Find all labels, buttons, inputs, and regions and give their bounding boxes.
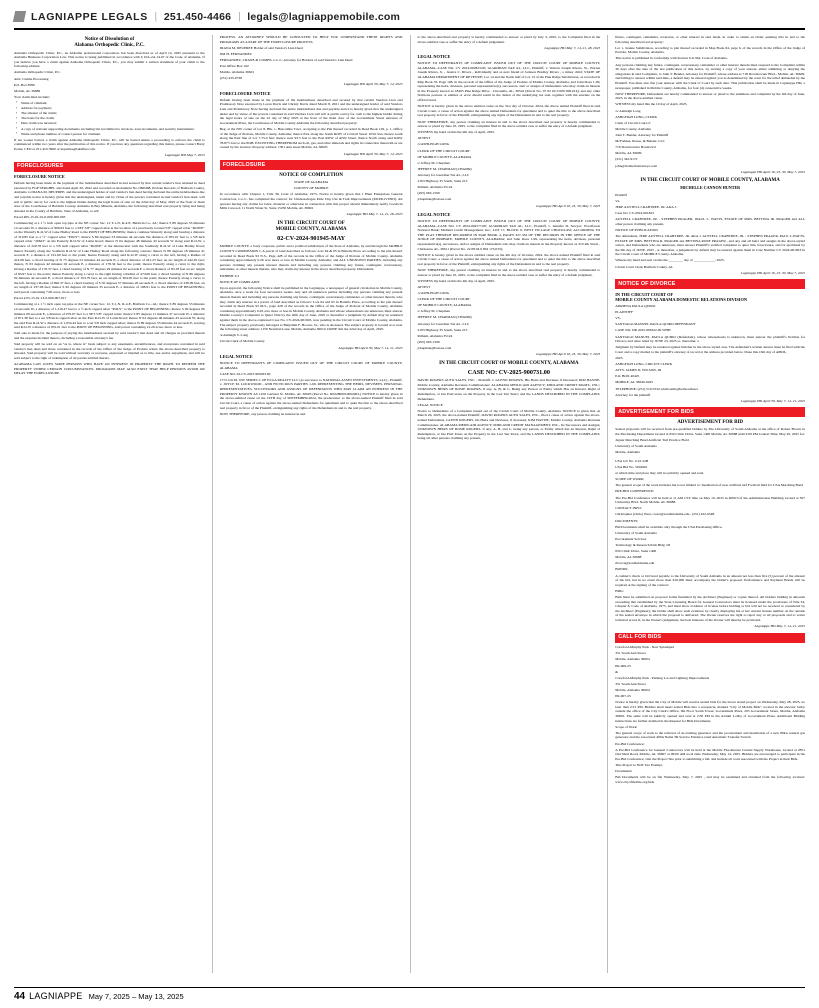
footer-date-range: May 7, 2025 – May 13, 2025 (88, 992, 184, 1001)
notice-bullet-list (14, 101, 205, 136)
notice-paragraph: A Pre-Bid Conference for General Contractors will be held at the Mobile Fire-Rescue Central Supply Warehouse, located at 2851 Old Shell Road, Mobile, AL 36607 at 09:00 AM local time Wednesday, May 14, 2025. Bidders are encouraged to participate in the Pre-Bid Conference, visit the Project Site prior to submitting a bid, and include all costs associated with the Project in their Bids. (615, 747, 805, 761)
notice-paragraph: MOBILE COUNTY, a body corporate, public and a political subdivision of the State of Alabama, by and through the MOBILE COUNTY COMMISSION v. A parcel of land described as follows: Lots 64 & 65 in Battelle Place according to the plat thereof recorded in Deed Book 93 N.S., Page 428 of the records in the Office of the Judge of Probate of Mobile County, Alabama containing approximately 0.26 acre more or less in Mobile County, Alabama; and ALL UNKNOWN PARTIES, including any persons claiming any present interest therein and including any persons claiming any future, contingent, reversionary, remainder, or other interest therein, who may claim any interest in the above described property. Defendants. (219, 244, 403, 272)
notice-title: IN THE CIRCUIT COURT OF MOBILE COUNTY, ALABAMA (439, 360, 579, 366)
notice-paragraph: CONTACT INFO: (615, 506, 642, 511)
notice-paragraph: Plaintiff (615, 192, 627, 197)
notice-paragraph: NOW THEREFORE, any person claiming an interest in and (219, 411, 306, 416)
notice-paragraph: NOTICE OF PUBLICATION (615, 227, 658, 232)
notice-paragraph: MOBILE, AL 36640-0425 (615, 380, 654, 385)
notice-paragraph: (205) 663-1599 (417, 191, 440, 196)
legal-notice (220, 173, 403, 217)
publication-dates: Lagniappe HD May 7, 14, 21, 28, 2025 (346, 212, 403, 217)
legal-notice (220, 35, 403, 87)
notice-title: ADVERTISEMENT FOR BID (677, 419, 744, 425)
legal-notice (220, 354, 403, 416)
notice-paragraph: ATTEST (417, 284, 431, 289)
notice-paragraph: OF MOBILE COUNTY, ALABAMA (417, 154, 472, 159)
case-number: 02-CV-2024-901945-MAY (277, 234, 346, 242)
legal-notice (418, 35, 601, 50)
notice-paragraph: JEFFREY M. CHAPMAN (CHA069) (417, 166, 472, 171)
notice-paragraph: Attorney for the plaintiff (615, 392, 651, 397)
notice-paragraph: rbrown@southalabama.edu (615, 561, 655, 566)
masthead-divider: | (154, 11, 157, 22)
publication-dates: Lagniappe HD April 30, May 7, 14, 21, 2025 (741, 398, 805, 403)
legal-notice (418, 212, 601, 357)
masthead-section: LAGNIAPPE LEGALS (31, 10, 148, 23)
notice-paragraph: Witness my hand and seal on this the ________ day of ____________, 2025. (615, 258, 725, 263)
notice-paragraph: DIANA M. DEUPREE Holder of said Vendor's Lien Deed (219, 45, 303, 50)
section-header-bar: ADVERTISEMENT FOR BIDS (615, 407, 805, 417)
notice-paragraph: Commencing at a 1 ½ inch open top pipe at the NE corner Sec. 12 T-1-N, R-4-E, Baldwin Co., AL; thence S 89 degrees 53 minutes 14 seconds W, a distance of 999.63 feet to a SET 5/8" capped rebar at the location of a previously located 5/8" capped rebar "ROWE" on the Westerly R-O-W of Lake Hadley Road to the POINT OF BEGINNING; thence continue Westerly along said bearing a distance of 319.85 feet to a ½" capped rebar "POLY"; thence S 89 degrees 53 minutes 44 seconds We distance of 955.01 feet to a 5/8 inch capped rebar "26623" on the Easterly R-O-W of Lattie Road; thence N 04 degrees 48 minutes 43 seconds W along said R-O-W, a distance of 220.78 feet to a 5/8 inch capped rebar "ROWE" at the intersection with the Southerly R-O-W of Lake Hadley Road; thence Easterly along the Southern R-O-W of Lake Hadley Road along the following courses: thence N 89 degrees 18 minutes 41 seconds E, a distance of 191.99 feet to the point; thence Easterly along said R-O-W along a curve to the left, having a Radius of 414.08 feet, a chord bearing of N 75 degrees 01 minutes 44 seconds E, a chord distance of 241.23 feet, an arc length of 242.81 feet; thence, N 63 degrees 42 minutes 02 seconds E, a distance of 178.34 feet to the point; thence Easterly along a curve to the right, having a Radius of 170.37 feet, a chord bearing of N 77 degrees 29 minutes 02 seconds E a chord distance of 83.18 feet an arc length of 83.97 feet to the point; thence Easterly along a curve to the right having a Radius of 474.06 feet, a chord bearing of N 86 degrees 02 minutes 42 seconds E, a chord distance of 353.79 feet, an arc length of 364.95 feet to the point; thence Easterly along a curve to the left, having a Radius of 690.37 feet, a chord bearing of S 50 degrees 57 minutes 29 seconds E, a chord distance of 236.09 feet, an arc length of 237.96 feet; thence S 62 degrees 29 minutes 35 seconds E, a distance of 108.91 feet to the POINT OF BEGINNING; said parcel containing 7.00 acres, more or less. (14, 220, 205, 295)
notice-paragraph: jchapman@bsavee.com (417, 197, 452, 202)
notice-paragraph: Alabama Orthopedic Clinic, P.C., an Alabama professional corporation, has been dissolved as of April 14, 2025 pursuant to the Alabama Business Corporation Law. This notice is being published in accordance with § 10A-2A-14.07 of the Code of Alabama. If you believe you have a claim against Alabama Orthopedic Clinic, P.C., you may submit a written statement of your claim to the following address: (14, 50, 205, 69)
notice-paragraph: The general scope of the work includes but is not limited to: Installation of new artificial turf Football field for USA Marching Band (615, 483, 803, 488)
notice-paragraph: Pelham, Alabama 35124 (417, 333, 453, 338)
notice-paragraph: ASHLEIGH LONG, CLERK (615, 114, 658, 119)
notice-paragraph: ASHLEIGH LONG, CIRCUIT CLERK (615, 362, 673, 367)
notice-paragraph: DAVID ROGERS AUTO SALES, INC. , Plaintiff, v. GLENN ROGERS, His Heirs and Devisees if Deceased; KIM HASTIE, Mobile County, Alabama Revenue Commissioner; ALABAMA MED-ICAID AGENCY; MIDLAND CREDIT MGMT., INC.; UNKNOWN HEIRS OF ROSIE ROGERS, if any, A, B, & C, Being any Person or Entity which Has an Interest, Right of Redemption, or has Paid taxes on the Property in the Last Ten Years; and the LANDS DESCRIBED IN THE COMPLAINT, Defendants. (417, 378, 601, 401)
publication-dates: Lagniappe HD May 7, 14, 21, 2025 (754, 624, 805, 629)
notice-heading: LEGAL NOTICE (219, 354, 253, 360)
column-container (14, 35, 805, 973)
notice-paragraph: Mobile, AL 36689 (14, 88, 41, 93)
notice-paragraph: NOW THEREFORE, Defendants are hereby commanded to answer or plead to the summons and complaint by the 6th day of June, 2025, in the above-entitled cause. (615, 91, 805, 101)
case-number: CASE NO: CV-2025-900731.00 (467, 368, 550, 376)
notice-paragraph: PROCESS. AN ATTORNEY SHOULD BE CONSULTED TO HELP YOU UNDERSTAND THESE RIGHTS AND PROGRAMS AS A PART OF THE FORECLOSURE PROCESS. (219, 35, 403, 44)
legal-notice (14, 174, 205, 376)
publication-dates: Lagniappe HD May 7, 2025 (164, 153, 205, 158)
footer-page-number: 44 (14, 991, 26, 1002)
notice-paragraph: JEFFREY M. CHAPMAN (CHA069) (417, 315, 472, 320)
notice-paragraph: DOCUMENTS: (615, 518, 639, 523)
notice-paragraph: (251) 342-9172 (615, 157, 638, 162)
lagniappe-mark-icon (13, 11, 26, 22)
masthead (14, 8, 805, 30)
notice-subtitle: MICHELLE CANNON HUNTER (680, 185, 741, 191)
notice-paragraph: FERNANDEZ, CRANE & COMBS, L.L.C. Attorney for Holders of said Vendor's Lien Deed (219, 57, 353, 62)
notice-paragraph: Attorney for Guardian Tax AL, LLC (417, 172, 470, 177)
notice-paragraph: JERE AUSTELL CRABTREE, JR. AKA J. (615, 204, 677, 209)
notice-paragraph: TELEPHONE: (251) 510-5532 sdwilsoniii@bellsouth.net (615, 386, 698, 391)
notice-paragraph: Mobile, Alabama (615, 450, 640, 455)
notice-paragraph: CLERK OF THE CIRCUIT COURT (417, 297, 470, 302)
notice-paragraph: University of South Alabama (615, 530, 657, 535)
notice-paragraph: & (615, 669, 619, 674)
notice-paragraph: EXHIBIT # 2 (219, 273, 240, 278)
notice-paragraph: SANTIAGO MANUEL PAULA QUIRO (Defendant), whose whereabouts is unknown, must answer the plaintiff's Petition for Divorce and other relief by JUNE 23, 2025 or, thereafter, a (615, 334, 805, 344)
notice-heading: LEGAL NOTICE (417, 212, 451, 218)
notice-paragraph: BONDS: (615, 567, 629, 572)
notice-paragraph: 650 Clinic Drive, Suite 1400 (615, 549, 657, 554)
notice-paragraph: University of South Alabama (615, 444, 657, 449)
notice-paragraph: P.O. Box 8589 (14, 82, 35, 87)
notice-paragraph: Crawford-Murphy Park - New Splashpad (615, 645, 674, 650)
notice-paragraph: Mobile, Alabama 36604 (615, 657, 650, 662)
legal-notice (615, 35, 805, 174)
notice-paragraph: Pre-Bid Conference: (615, 741, 645, 746)
notice-paragraph: john@brotherbuttorneys.com (615, 163, 658, 168)
notice-paragraph: Commencing at a 1 ½ inch open top pipe at the NE corner Sec. 12, T-1-N, R-4-E, Baldwin Co., AL; thence S 89 degrees 53 minutes 14 seconds W, a distance of 1,319.47 feet to a ½ inch capped rebar "POLY" to the POINT OF BEGINNING; thence S 00 degrees 06 minutes 09 seconds E, a distance of 979.97 feet to a SET 5/8" capped rebar; thence S 85 degrees 11 minutes 37 seconds W, a distance of 871.38 feet to a set 5/8 inch capped rebar on the East R-O-W of Lattie Road; thence N 04 degrees 48 minutes 43 seconds W, along the said East R-O-W a distance of 1,054.44 feet to a set 5/8 inch capped rebar; thence N 89 degrees 53 minutes 44 seconds E, leaving said R-O-W a distance of 955.01 feet to the POINT OF BEGINNING, said parcel containing 21.26 acres, more or less. (14, 302, 205, 330)
notice-paragraph: Beg. at the NW corner of Lot 8, Blk. 1, Buscombe Tract, accepting to the Plat thereof recorded in Deed Book 129, p. 1, Office of the Judge of Probate, Mobile County, Alabama; thence East along the South ROW of Cottrell Street 103.0 feet, thence south along the East line of Lot 7,75.0 feet; thence west 93.5 feet to the East ROW of ANN Street, thence North along said ROW 78.87½ feet to the POB. EXCEPTING THEREFROM such oil, gas, and other minerals and rights in connection therewith as are owned by the Grantor. Property address: 1301 Ann street Mobile, AL 36605 (219, 127, 403, 150)
notice-title: IN THE CIRCUIT COURT OF MOBILE COUNTY, ALABAMA (640, 178, 780, 184)
publication-dates: Lagniappe HD April 30, May 7, 14, 2025 (343, 151, 403, 156)
masthead-divider-2: | (238, 11, 241, 22)
notice-paragraph: Documents: (615, 769, 633, 774)
legal-notice (615, 459, 805, 629)
legals-column (410, 35, 608, 973)
masthead-phone: 251.450-4466 (163, 10, 232, 23)
notice-paragraph: Circuit Court Clerk Baldwin County, AL (615, 264, 674, 269)
legal-notice (220, 221, 403, 350)
notice-paragraph: Lot 1, Jeanne Subdivision, according to plat thereof recorded in Map Book 64, page 6, of the records in the Office of the Judge of Probate, Mobile County, Alabama. (615, 45, 805, 55)
notice-paragraph: McFadden, Rouse, & Bender, LLC (615, 139, 666, 144)
notice-paragraph: Mobile, AL 36609 (615, 151, 642, 156)
legal-notice (615, 645, 805, 784)
publication-dates: Lagniappe HD April 16, 23, 30, May 7, 2025 (536, 203, 601, 208)
legal-notice (418, 54, 601, 208)
legal-notice (418, 361, 601, 441)
notice-paragraph: Bid Documents shall be available only through the USA Purchasing Office, (615, 524, 723, 529)
notice-paragraph: NOW THEREFORE, any person claiming an interest in and to the above described real property is hereby commanded to answer or plead by June 10, 2025, to the complaint filed in the above entitled case or suffer the entry of a default judgment. (417, 268, 601, 277)
notice-paragraph: The defendants, JERE AUSTELL CRABTREE, JR. AKA J. AUSTELL CRABTREE, JR. , STEPHEN PRAGER, PAUL L.WATTS, ESTATE OF MRS. BETTINA R. PRAGER aka BETTINA ROSE PRAGER , and any and all heirs and assigns in the above-styled action, and Defendants who are unknown, must answer Plaintiff's verified complaint to quiet title, foreclosure, and for ejectment by the 9th day of JUNE, 2025 , or thereafter, a judgement by default may be entered against them in Case Number CV 2024-901823 in the Circuit Court of MOBILE County, Alabama. (615, 233, 805, 257)
legal-notice (14, 37, 205, 158)
list-item: • Name and phone number of contact person for claimant. (21, 132, 205, 137)
section-header-bar: CALL FOR BIDS (615, 633, 805, 643)
notice-paragraph: NOTICE TO DEFENDANTS OF COMPLAINT ISSUED OUT OF THE CIRCUIT COURT OF MOBILE COUNTY, ALABAMA--CASE NO. CV 2024-902577.00; GUARDIAN TAX AL, LLC, Plaintiff, v. Jennifer D. Sawyer; Woodforest National Bank; Midland Credit Management, Inc.; LOT 17, BLOCK 9, WEST VILLAGE CHOCKLAW, ACCORDING TO THE PLAT THEREOF RECORDED IN MAP BOOK 4, PAGES 327-334 OF THE RECORDS IN THE OFFICE OF THE JUDGE OF PROBATE, MOBILE COUNTY, ALABAMA; and John Does 1-99, representing the heirs, devisees, personal representative(s), successors, and/or assigns of Defendants who may claim an interest in the Property known as 319 4th Street , Chickasaw AL, 36611 (Parcel No. 22 08 04 0 004 173.033); (417, 219, 601, 251)
legals-column (607, 35, 805, 973)
notice-paragraph: Vs. (615, 198, 621, 203)
notice-paragraph: NOTICE is hereby given in the above entitled cause on the 31st day of October, 2024, the above named Plaintiff filed in said Circuit Court, a cause of action against the above named Defendants for quietment and to quiet the title to the above described real property in favor of the Plaintiff, extinguishing any rights of the Defendants in and to the real property. (417, 104, 601, 118)
notice-paragraph: Procurement Services (615, 536, 647, 541)
notice-paragraph: Mobile, AL 36688 (615, 555, 642, 560)
notice-paragraph: Default having been made in the payment of the indebtedness described and secured by that certain Vendors Lien and Promissory Note executed by Loren Davis and Christy Davis dated March 8, 2021 and the undersigned holder of said Vendors Lien and Promissory Note having declared the entire indebtedness due and payable notice is hereby given that the undersigned under and by virtue of the powers contained in said Vendors Lien will sell at public outcry for cash to the highest bidder during the legal hours of sale on the 22 day of May 2025 at the front of the main door of the Government Street entrance of Government Plaza, the Courthouse of Mobile County Alabama the following described property: (219, 97, 403, 125)
notice-paragraph: (251) 433-0738 (219, 76, 242, 81)
section-header-bar: FORECLOSURES (14, 162, 205, 172)
notice-paragraph: Notice to Defendants of a Complaint issued out of the Circuit Court of Mobile County, Alabama. NOTICE is given that on March 26, 2025, the above-named Plaintiff, DAVID ROGERS AUTO SALES, INC., filed a cause of action against the above-named Defendants, GLENN ROGERS, his Heirs and Devisees, if deceased, KIM HASTIE, Mobile County, Alabama Revenue Commissioner, ALABAMA MEDICAID AGENCY; MIDLAND CREDIT MANAGEMENT, INC., Its Successors and Assigns; UNKNOWN HEIRS OF ROSIE ROGERS, if any; A, B, and C, being any person, or Entity which has an Interest, Right of Redemption, or has Paid Taxes on the Property in the Last Ten Years; and the LANDS DESCRIBED IN THE COMPLAINT, being all other persons claiming any present, (417, 408, 601, 441)
legal-notice (615, 420, 805, 455)
list-item: • Name of claimant; (21, 101, 205, 106)
notice-paragraph: /s/ASHLEIGH LONG (417, 142, 450, 147)
notice-paragraph: Notice is hereby given that the City of Mobile will receive sealed bids for the above stated project on Wednesday, May 28, 2025, no later than 2:15 PM. Bidders shall insert sealed Bids into a receptacle, marked "City of Mobile Bids", located in the elevator lobby outside the office of the City Clerk's Office, 9th Floor South Tower, Government Plaza, 205 Government Street, Mobile, Alabama 36602. The same will be publicly opened and read at 2:30 PM in the Atrium Lobby of Government Plaza. Additional Bidding instructions are further detailed in the Request for Bids Documents. (615, 700, 805, 723)
notice-paragraph: CASE NO. 02-CV-2023-900263.00 (219, 371, 271, 376)
notice-paragraph: NOW THEREFORE, any person claiming an interest in and to the above described real property is hereby commanded to answer or plead by June 10, 2025, to the complaint filed in the above entitled case or suffer the entry of a default judgment. (417, 119, 601, 129)
notice-paragraph: USA Bid No. 5042901 (615, 465, 648, 470)
section-header-bar: FORECLOSURE (220, 160, 403, 170)
masthead-email: legals@lagniappemobile.com (247, 10, 401, 23)
notice-paragraph: s/ Jeffrey M. Chapman (417, 309, 450, 314)
notice-paragraph: If not sooner barred, a claim against Alabama Orthopedic Clinic, P.C. will be barred unless a proceeding to enforce the claim is commenced within two years after the publication of this notice. If you have any questions regarding this matter, please contact Barry Porter, CEO at 251-410-3600 or inquiries@lakeflue.com. (14, 137, 205, 151)
publication-dates: Lagniappe HD April 30, May 7, 14, 21, 2025 (338, 345, 403, 350)
notice-paragraph: Said sale is made for the purpose of paying the indebtedness secured by said vendor's lien deed and all charges as provided therein and the expense incident thereto, including a reasonable attorney's fee. (14, 331, 205, 341)
notice-paragraph: 2163 Highway 35 South, Suite 213 (417, 179, 468, 184)
notice-heading: FORECLOSURE NOTICE (14, 174, 65, 180)
notice-paragraph: Attorney for Guardian Tax AL, LLC (417, 321, 470, 326)
notice-paragraph: OF MOBILE COUNTY, ALABAMA (417, 303, 472, 308)
section-header-bar: NOTICE OF DIVORCE (615, 279, 805, 289)
notice-paragraph: SCOPE OF WORK: (615, 477, 645, 482)
notice-paragraph: ATTY. JAMES D. WILSON, III (615, 368, 662, 373)
notice-paragraph: future, contingent, remainder, reversion, or other interest in said lands, in order to obtain an Order quieting title in and to the following described real property: (615, 35, 805, 44)
notice-paragraph: Parcel #05-15-01-01-0-000-005.003 (14, 214, 66, 219)
notice-paragraph: Scope of Work: (615, 724, 638, 729)
notice-paragraph: The general scope of work is the removal of an existing generator and the procurement and installation of a new 80kw natural gas generator and the associated 400A Nema 3R Service Entrance rated Automatic Transfer Switch. (615, 730, 805, 740)
notice-paragraph: 351 South Ann Street (615, 651, 646, 656)
notice-paragraph: WITNESS my hand this the 10 day of April, 2025. (615, 102, 688, 107)
notice-paragraph: PR-007-25 (615, 694, 631, 699)
notice-paragraph: Said property will be sold on an "as is, where is" basis subject to any easements, encumbrances, and exceptions contained in said vendor's lien deed and those contained in the records of the Office of the Judge of Probate where the above-described property is situated. Said property will be sold without warranty or recourse, expressed or implied as to title, use and/or enjoyment, and will be sold subject to the right of redemption of all parties entitled thereto. (14, 342, 205, 360)
notice-paragraph: CLERK OF THE CIRCUIT COURT (417, 148, 470, 153)
notice-paragraph: ALABAMA LAW GIVES SOME PERSONS WHO HAVE AN INTEREST IN PROPERTY THE RIGHT TO REDEEM THE PROPERTY UNDER CERTAIN CIRCUMSTANCES. PROGRAMS MAY ALSO EXIST THAT HELP PERSONS AVOID OR DELAY THE FORECLOSURE (14, 362, 205, 376)
notice-paragraph: (205) 663-1599 (417, 339, 440, 344)
list-item: • Address for payment; (21, 106, 205, 111)
notice-paragraph: Technology & Research Park Bldg. III (615, 542, 670, 547)
notice-paragraph: 1772 4 th PL NW SERIES C OF ELGA REALTY LLC (as successor to NATIONAL ASSET INVESTMENTS, LLC) , Plaintiff, v. JOYCE M. LOCKWOOD , AND FICTICIOUS PARTIES 1-99, REPRESENTING THE HEIRS, DEVISEES, PERSONAL REPRESENTATIVES, SUCCESSORS AND ASSIGNS OF DEFENDANTS WHO MAY CLAIM AN INTEREST IN THE PROPERTY KNOWN AS 1456 Garland St. Mobile, AL 36603 (Parcel No. R022800010002063,) NOTICE is hereby given in the above-entitled cause on the 19TH day of SEPTEMBER,2024, the predecessor to the above-named Plaintiff filed in said Circuit Court, a cause of action against the above-named Defendants for quietment and to quiet the title to the above-described real property in favor of the Plaintiff, extinguishing any rights of the Defendants in and to the real property. (219, 377, 403, 410)
notice-paragraph: This Project is NOT Tax Exempt. (615, 763, 663, 768)
notice-paragraph: Sealed proposals will be received from pre-qualified bidders by The University of South Alabama at the office of Robert Brown in the Purchasing Department located at 650 Clinic Drive, Suite 1400 Mobile, AL 36688 until 2:00 PM Central Time, May 29, 2025 for: (615, 427, 805, 436)
list-item: • The amount of the claim; (21, 111, 205, 116)
notice-paragraph: Bids must be submitted on proposal forms furnished by the Architect (Engineer) or copies thereof. All bidders bidding in amounts exceeding that established by the State Licensing Board for General Contractors must be licensed under the provisions of Title 34, Chapter 8, Code of Alabama, 1975, and must show evidence of license before bidding or bid will not be received or considered by the Architect (Engineer); the bidder shall show such evidence by clearly displaying his or her current license number on the outside of the sealed envelope in which the proposal is delivered. The Owner reserves the right to reject any or all proposals and to waive technical errors if, in the Owner's judgement, the best interests of the Owner will thereby be promoted. (615, 594, 805, 622)
notice-paragraph: PRE-BID CONFERENCE: (615, 489, 655, 494)
notice-paragraph: Any persons claiming any future, contingent, reversionary, remainder or other interest therein must respond to the Complaint within 30 days after the date of the last publication of this notice, by serving a copy of your answer, either admitting or denying the allegations in said Complaint, to John T. Bender, Attorney for Plaintiff, whose address is 718 Downtowner Blvd., Mobile, AL 36609, and failing to answer within said time, a default may be entered against you as determined by the court for the relief demanded by the Plaintiff. You must also file your Answer with the Clerk of Court by such date. This publication shall be made in Lagniappe HD, a newspaper, published in Mobile County, Alabama, for four (4) consecutive weeks. (615, 62, 805, 90)
footer-publication: LAGNIAPPE (29, 991, 83, 1001)
legals-column (14, 35, 212, 973)
notice-paragraph: ADRIENA PAULA QUIRO (615, 304, 656, 309)
notice-paragraph: jchapman@bsavee.com (417, 346, 452, 351)
publication-dates: Lagniappe HD April 30, May 7, 14, 2025 (343, 82, 403, 87)
notice-heading: IN THE CIRCUIT COURT OF MOBILE COUNTY ALABAMA DOMESTIC RELATIONS DIVISION (615, 291, 747, 303)
publication-dates: Lagniappe HD April 16, 23, 30, May 7, 2025 (536, 352, 601, 357)
publication-dates: Lagniappe HD April 16, 23, 30, May 7, 2025 (741, 270, 805, 275)
notice-paragraph: WITNESS my hand on this the 9th day of April, 2025. (417, 130, 495, 135)
publication-dates: Lagniappe HD May 7, 14, 21, 28, 2025 (544, 45, 601, 50)
notice-paragraph: COUNTY OF MOBILE (293, 186, 329, 191)
notice-paragraph: WITNESS my hand on this the 4th day of April, 2025. (417, 278, 495, 283)
page-footer (14, 987, 805, 1002)
notice-heading: LEGAL NOTICE (417, 54, 451, 60)
legal-notice (615, 178, 805, 275)
notice-paragraph: PLAINTIFF (615, 310, 633, 315)
notice-paragraph: to the above-described real property is hereby commanded to answer or plead by July 3, 2025, to the Complaint filed in the above-entitled case or suffer the entry of a default judgement. (417, 35, 601, 44)
notice-title: NOTICE OF COMPLETION (279, 172, 343, 178)
notice-paragraph: LEGAL NOTICE (417, 402, 443, 407)
notice-paragraph: A cashier's check or bid bond payable to the University of South Alabama in an amount not less than five (5) percent of the amount of the bid, but in no event more than $10,000 must accompany the bidder's proposal. Performance and Payment Bonds will be required at the signing of the contract. (615, 573, 805, 587)
notice-paragraph: AUSTELL CRABTREE, JR. , STEPHEN PRAGER, 1PAUL L. WATTS, ESTATE OF MRS. BETTINA JR. PRAGER and ALL other person claiming any present, (615, 217, 805, 226)
notice-paragraph: Post Office Box 162 (219, 64, 249, 69)
notice-paragraph: NOTICE OF COMPLAINT (219, 279, 260, 284)
notice-paragraph: Alabama Orthopedic Clinic, P.C. (14, 70, 61, 75)
legals-column (212, 35, 410, 973)
notice-paragraph: NOTICE TO DEFENDANTS OF COMPLAINT ISSUED OUT OF THE CIRCUIT COURT OF MOBILE COUNTY, ALABAMA--CASE NO. CV 2024-902823.00; GUARDIAN TAX AL, LLC, Plaintiff, v. Warren Joseph Rivers, Sr., Warren Joseph Rivers, Jr. , Jessica C. Rivers , individually and as next friend of Jackson Bradley Rivers , a minor child; STATE OF ALABAMA DEPARTMENT OF REVENUE; Lot 14 and the North half of Lot 13 of the Pine Ridge Subdivision, as recorded in Map Book 35, Page 108, in the records of the Office of the Judge of Probate of Mobile County, Alabama; and John Does 1-99, representing the heirs, devisees, personal representative(s), successors, and/ or assigns of Defendants who may claim an interest in the Property known as 18405 Pine Ridge Drive , Citronelle, AL, 36522 (Parcel No. 07 02 04 0 000 006.014); and any other fictitious persons or entities or error should result in the defeat of the underlying tax sale, together with the sureties on the official bond. (417, 61, 601, 103)
legal-notice (220, 91, 403, 156)
notice-paragraph: Mobile, Alabama 36604 (615, 688, 650, 692)
notice-paragraph: SANTIAGO MANUEL PAULA QUIRO DEFENDANT (615, 322, 696, 327)
notice-paragraph: PR-006-25 (615, 663, 631, 668)
list-item: • A copy of relevant supporting documents, including but not limited to invoices, loan documents, and security instruments; (21, 127, 205, 132)
notice-title: Notice of Dissolution of Alabama Orthopedic Clinic, P.C. (74, 37, 145, 48)
notice-paragraph: Attn: Claims Processing (14, 76, 49, 81)
notice-paragraph: Crawford-Murphy Park - Parking Lot and Lighting Improvements (615, 675, 710, 680)
notice-paragraph: P.O. BOX 40425 (615, 374, 640, 379)
legal-notice (615, 292, 805, 404)
notice-paragraph: STATE OF ALABAMA (293, 180, 329, 185)
notice-paragraph: /s/ Ashleigh Long (615, 108, 641, 113)
notice-title: IN THE CIRCUIT COURT OF MOBILE COUNTY, ALABAMA (275, 220, 347, 232)
list-item: • Date claim was incurred; (21, 121, 205, 126)
list-item: • The basis for the claim; (21, 116, 205, 121)
notice-paragraph: John T. Bender, Attorney for Plaintiff (615, 132, 669, 137)
notice-paragraph: Your claim must include: (14, 94, 50, 99)
notice-paragraph: Default having been made in the payment of the indebtedness described in and secured by that certain vendor's lien retained in deed executed by FGP SERGHEL and dated April 20, 2022 and recorded as Instrument No.1990498, Probate Records of Baldwin County, Alabama to DIANA M. DEUPREE, and the undersigned holder of said vendor's lien deed having declared the entire indebtedness due and payable notice is hereby given that the undersigned, under and by virtue of the powers contained in said vendor's lien deed, will sell at public outcry for cash to the highest bidder during the legal hours of sale on the 22nd day of May, 2025 at the front or main door of the Courthouse of Baldwin County, Alabama in Bay Minette, Alabama, the following described real property lying and being situated in the County of Baldwin, State of Alabama, to-wit: (14, 181, 205, 213)
notice-paragraph: Mobile County, Alabama (615, 126, 651, 131)
notice-paragraph: JIM H. FERNANDEZ (219, 51, 252, 56)
notice-paragraph: VS. (615, 316, 621, 321)
notice-paragraph: Circuit Clerk of Mobile County (219, 339, 265, 344)
notice-paragraph: This notice is published in conformity with Section 6-6-564, Code of Alabama. (615, 56, 728, 61)
publication-dates: Lagniappe HD April 16, 23, 30, May 7, 2025 (741, 169, 805, 174)
notice-paragraph: Clerk of Circuit Court of (615, 120, 651, 125)
notice-paragraph: Mobile, Alabama 36601 (219, 70, 255, 75)
notice-paragraph: Case No: CV-2024-901823 (615, 210, 654, 215)
notice-paragraph: NOTICE is hereby given in the above entitled cause on the 4th day of October, 2024, the above named Plaintiff filed in said Circuit Court, a cause of action against the above named Defendants for quietment and to quiet the title to the above described real property in favor of the Plaintiff, extinguishing any rights of the Defendants in and to the real property. (417, 252, 601, 266)
notice-paragraph: s/ Jeffrey M. Chapman (417, 160, 450, 165)
notice-paragraph: Bid Documents will be on file Wednesday, May 7, 2025 , and may be examined and obtained from the following location: www.cityofmobile.org/bids (615, 775, 805, 784)
notice-paragraph: Parcel # 05-15-01-13-0-000-007.017 (14, 296, 67, 301)
notice-heading: FORECLOSURE NOTICE (219, 90, 271, 96)
notice-paragraph: ATTEST (417, 136, 431, 141)
notice-paragraph: 718 Downtowner Boulevard (615, 145, 656, 150)
notice-paragraph: Jaguar Marching Band Artificial Turf Practice Field (615, 438, 689, 443)
notice-paragraph: at which time and place they will be publicly opened and read. (615, 471, 705, 476)
notice-paragraph: 2163 Highway 35 South, Suite 213 (417, 327, 468, 332)
notice-paragraph: Judgment by Default may be rendered against him/her in the above styled case. The defendant's written answer must be filed with the Court and a copy mailed to the plaintiff's attorney of record at the address provided below. Done this 16th day of APRIL, (615, 345, 805, 354)
notice-paragraph: Upon approval, the following Notice shall be published in the Lagniappe, a newspaper of general circulation in Mobile County, Alabama, once a week for four successive weeks. Any and all unknown parties including any persons claiming any present interest therein and including any persons claiming any future, contingent, reversionary, remainder, or other interest therein, who may claim any interest in a parcel of land described as follows: Lots 64 and 65 in Battelle Place, according to the plat thereof recorded in Deed Book 93 M.S., page 428 of the records in the Office of the Judge of Probate of Mobile County, Alabama containing approximately 0.26 acre more or less in Mobile County, Alabama and whose whereabouts are unknown, must answer Mobile County's Complaint to Quiet Title by the 20th day of June, 2025 or thereafter a judgment by default may be rendered against them in the above-captioned Case No. CV-2024-901945, now pending in the Circuit Court of Mobile County, Alabama. The subject property previously belonged to Benjamin F. Hoover, Sr., who is deceased. The subject property is located at or near the following street address: 1150 Newman Lane, Mobile, Alabama 36610. DONE this the 22nd day of April, 2025. (219, 285, 403, 332)
notice-paragraph: /s/Ashleigh S. Long (219, 333, 249, 338)
notice-paragraph: Christopher (Chris) West, cwest@southalabama.edu , (251) 422-0548. (615, 512, 716, 517)
notice-paragraph: NOTICE TO DEFENDANTS OF COMPLAINT ISSUED OUT OF THE CIRCUIT COURT OF MOBILE COUNTY, ALABAMA (219, 361, 403, 370)
notice-paragraph: The Pre-Bid Conference will be held at 11 AM CST time on May 16, 2025 in 4000/3 of the Administration Building located at 307 University Blvd. North Mobile, AL 36688. (615, 495, 805, 505)
notice-paragraph: /s/ASHLEIGH LONG (417, 291, 450, 296)
notice-paragraph: In accordance with Chapter 1, Title 39, Code of Alabama, 1975, Notice is hereby given that J Hunt Enterprises General Contractors, L.L.C. has completed the contract for Chickasabogue Park: Day Use & Trail Improvements (MCPK1V0303). All persons having any claims for labor, material or otherwise in connection with this project should immediately notify Goodwin Mills Cawood, 11 North Water St, Suite 15250 Mobile, AL 36602 (219, 192, 403, 211)
notice-paragraph: 351 South Ann Street (615, 681, 646, 686)
notice-paragraph: Pelham, Alabama 35124 (417, 185, 453, 190)
notice-paragraph: BIDs: (615, 588, 624, 593)
notice-paragraph: USA Job No. # 22-52B (615, 458, 649, 463)
notice-paragraph: CASE NO. DR 2025-900322.00 WHH (615, 328, 671, 333)
notice-paragraph: 2025. (615, 356, 624, 360)
